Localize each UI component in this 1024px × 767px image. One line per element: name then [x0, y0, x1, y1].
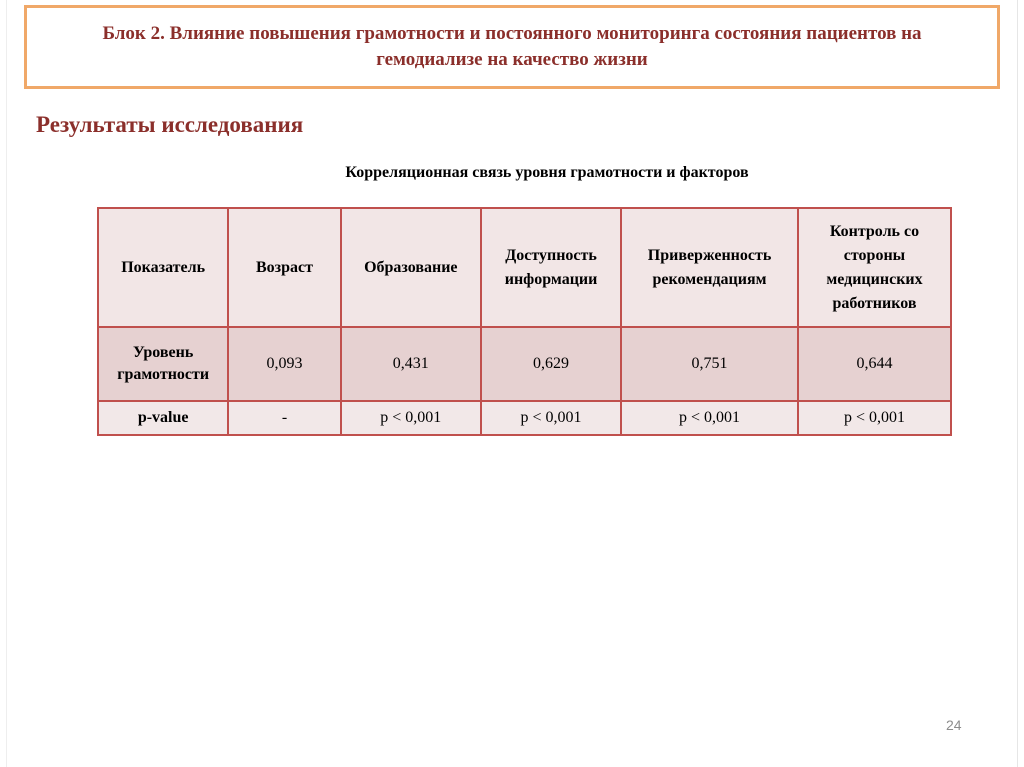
column-header-medical-control: Контроль со стороны медицинских работников	[798, 208, 951, 327]
cell-age-pvalue: -	[228, 401, 340, 435]
slide-title: Блок 2. Влияние повышения грамотности и постоянного мониторинга состояния пациентов на гемодиализе на качество жизни	[102, 23, 922, 70]
cell-age-correlation: 0,093	[228, 327, 340, 401]
column-header-indicator: Показатель	[98, 208, 228, 327]
cell-education-pvalue: p < 0,001	[341, 401, 481, 435]
page-number: 24	[946, 717, 962, 733]
column-header-adherence: Приверженность рекомендациям	[621, 208, 798, 327]
table-row	[98, 401, 951, 435]
slide-edge-right	[1017, 0, 1018, 767]
cell-information-pvalue: p < 0,001	[481, 401, 621, 435]
row-label-pvalue: p-value	[98, 401, 228, 435]
table-row	[98, 327, 951, 401]
cell-medical-control-pvalue: p < 0,001	[798, 401, 951, 435]
row-label-literacy: Уровень грамотности	[98, 327, 228, 401]
table-header-row	[98, 208, 951, 327]
header-box	[24, 5, 1000, 89]
cell-adherence-correlation: 0,751	[621, 327, 798, 401]
cell-medical-control-correlation: 0,644	[798, 327, 951, 401]
section-title: Результаты исследования	[36, 112, 304, 137]
cell-education-correlation: 0,431	[341, 327, 481, 401]
column-header-information-access: Доступность информации	[481, 208, 621, 327]
table-caption: Корреляционная связь уровня грамотности и факторов	[345, 164, 749, 181]
column-header-education: Образование	[341, 208, 481, 327]
correlation-table	[97, 207, 952, 436]
column-header-age: Возраст	[228, 208, 340, 327]
cell-adherence-pvalue: p < 0,001	[621, 401, 798, 435]
slide-edge-left	[6, 0, 7, 767]
cell-information-correlation: 0,629	[481, 327, 621, 401]
